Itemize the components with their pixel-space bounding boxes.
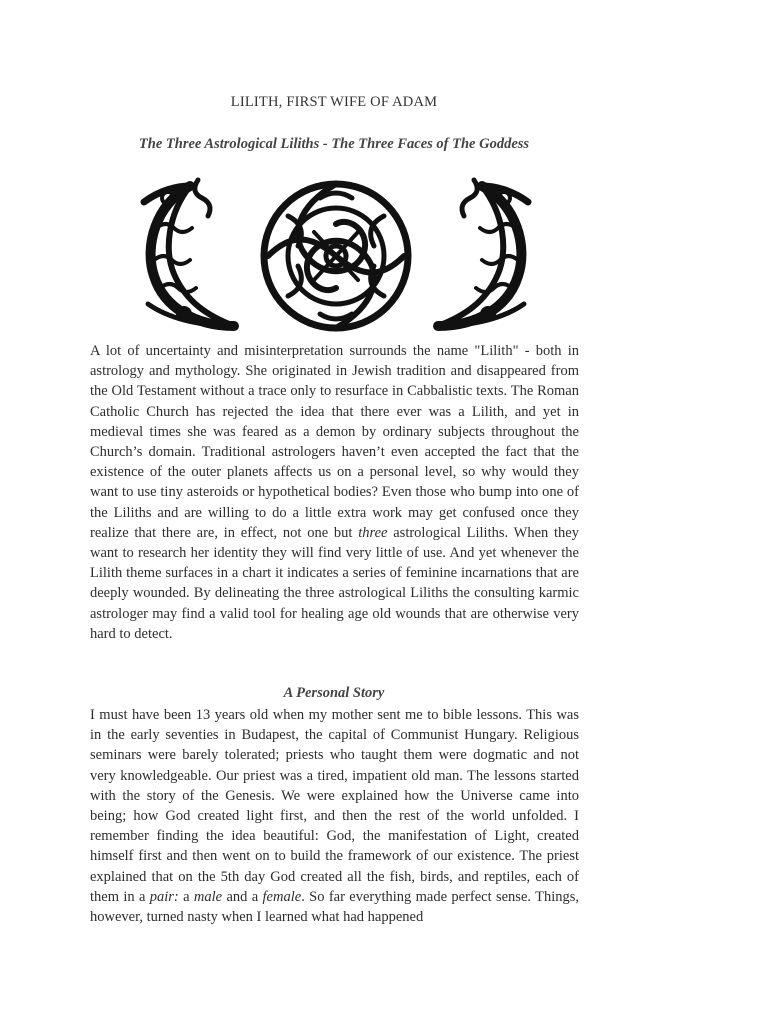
triple-moon-knot-icon [138, 176, 534, 338]
page-title: LILITH, FIRST WIFE OF ADAM [230, 94, 438, 110]
story-emphasis-pair: pair: [149, 888, 179, 905]
story-emphasis-male: male [193, 888, 223, 905]
section-heading: A Personal Story [283, 685, 385, 701]
intro-emphasis: three [358, 524, 388, 541]
intro-text-2: astrological Liliths. When they want to research her identity they will find very little of use. And yet whenever the Lilith theme surfaces in a chart it indicates a series of feminine incarnations that are deeply wounded. By delineating the three astrological Liliths the consulting karmic astrologer may find a valid tool for healing age old wounds that are otherwise very hard to detect. [90, 524, 579, 642]
story-text-2: a [178, 888, 194, 905]
story-text-1: I must have been 13 years old when my mother sent me to bible lessons. This was in the early seventies in Budapest, the capital of Communist Hungary. Religious seminars were barely tolerated; priests who taught them were dogmatic and not very knowledgeable. Our priest was a tired, impatient old man. The lessons started with the story of the Genesis. We were explained how the Universe came into being; how God created light first, and then the rest of the world unfolded. I remember finding the idea beautiful: God, the manifestation of Light, created himself first and then went on to build the framework of our existence. The priest explained that on the 5th day God created all the fish, birds, and reptiles, each of them in a [90, 707, 579, 905]
story-emphasis-female: female [262, 888, 302, 905]
intro-text-1: A lot of uncertainty and misinterpretation surrounds the name "Lilith" - both in astrology and mythology. She originated in Jewish tradition and disappeared from the Old Testament without a trace only to resurface in Cabbalistic texts. The Roman Catholic Church has rejected the idea that there ever was a Lilith, and yet in medieval times she was feared as a demon by ordinary subjects throughout the Church’s domain. Traditional astrologers haven’t even accepted the fact that the existence of the outer planets affects us on a personal level, so why would they want to use tiny asteroids or hypothetical bodies? Even those who bump into one of the Liliths and are willing to do a little extra work may get confused once they realize that there are, in effect, not one but [90, 343, 579, 541]
story-paragraph [90, 705, 579, 927]
intro-paragraph [90, 341, 579, 644]
story-text-3: and a [222, 888, 263, 905]
story-text-4: . So far everything made perfect sense. Things, however, turned nasty when I learned what had happened [90, 888, 580, 926]
page-subtitle: The Three Astrological Liliths - The Three Faces of The Goddess [138, 136, 530, 152]
